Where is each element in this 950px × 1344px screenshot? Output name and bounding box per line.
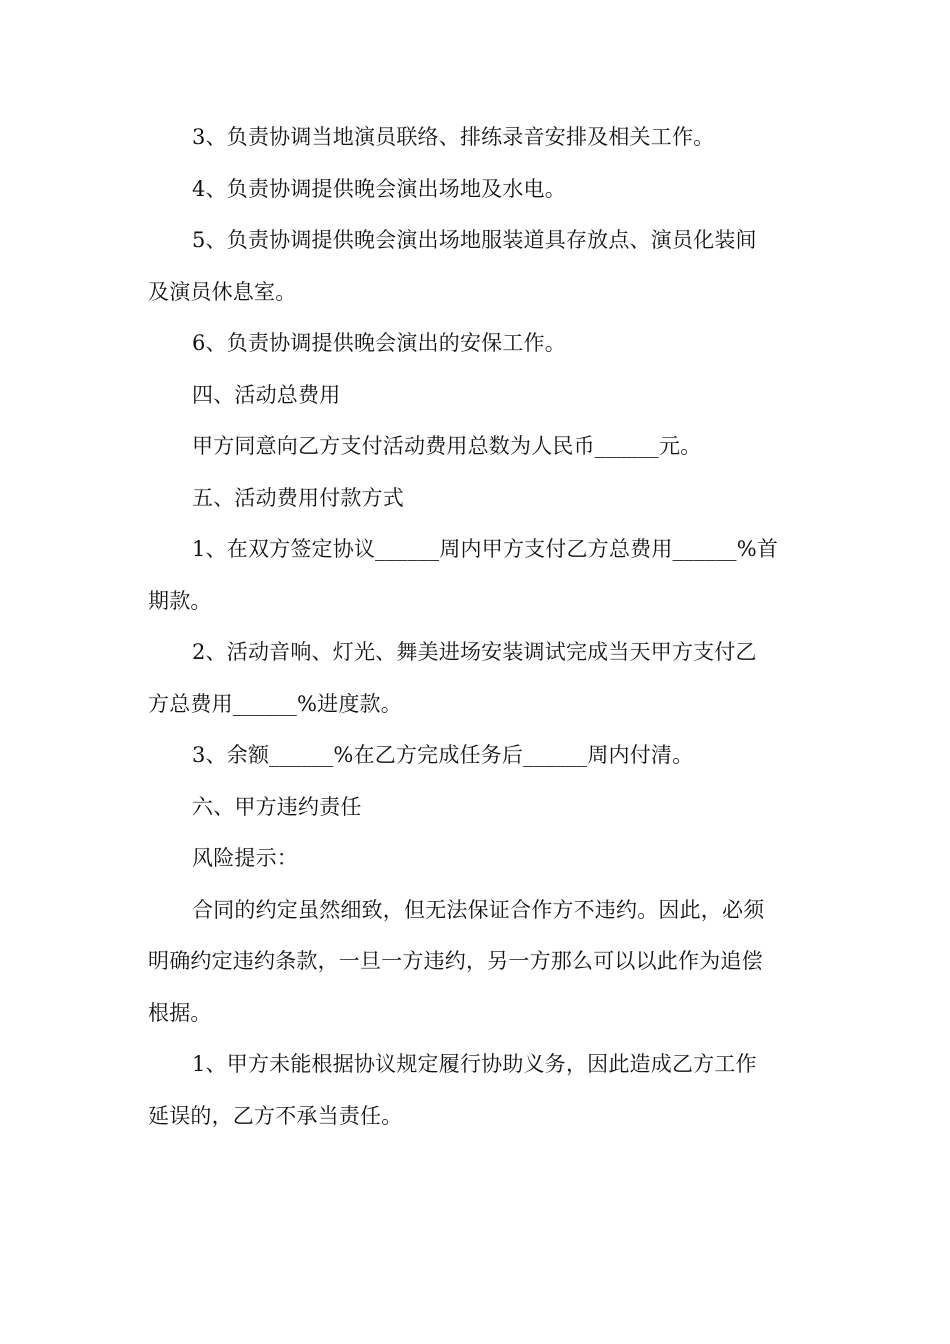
section-heading: 五、活动费用付款方式 — [192, 485, 404, 510]
paragraph-line: 风险提示： — [192, 846, 298, 870]
paragraph-line: 3、负责协调当地演员联络、排练录音安排及相关工作。 — [192, 125, 715, 149]
paragraph-line: 期款。 — [148, 588, 212, 613]
paragraph-line: 5、负责协调提供晚会演出场地服装道具存放点、演员化装间 — [192, 228, 757, 252]
paragraph-line: 3、余额______%在乙方完成任务后______周内付清。 — [192, 743, 694, 767]
paragraph-line: 4、负责协调提供晚会演出场地及水电。 — [192, 176, 566, 201]
paragraph-line: 根据。 — [148, 1000, 212, 1025]
paragraph-line: 方总费用______%进度款。 — [148, 691, 402, 716]
paragraph-line: 延误的，乙方不承当责任。 — [148, 1103, 403, 1128]
paragraph-line: 1、甲方未能根据协议规定履行协助义务，因此造成乙方工作 — [192, 1052, 757, 1076]
section-heading: 六、甲方违约责任 — [192, 794, 362, 819]
paragraph-line: 及演员休息室。 — [148, 279, 297, 304]
paragraph-line: 明确约定违约条款，一旦一方违约，另一方那么可以以此作为追偿 — [148, 949, 763, 973]
paragraph-line: 1、在双方签定协议______周内甲方支付乙方总费用______%首 — [192, 537, 779, 561]
paragraph-line: 甲方同意向乙方支付活动费用总数为人民币______元。 — [192, 434, 702, 458]
paragraph-line: 6、负责协调提供晚会演出的安保工作。 — [192, 331, 566, 355]
document-body — [148, 112, 808, 1142]
paragraph-line: 2、活动音响、灯光、舞美进场安装调试完成当天甲方支付乙 — [192, 640, 757, 664]
paragraph-line: 合同的约定虽然细致，但无法保证合作方不违约。因此，必须 — [192, 897, 765, 922]
section-heading: 四、活动总费用 — [192, 382, 341, 407]
